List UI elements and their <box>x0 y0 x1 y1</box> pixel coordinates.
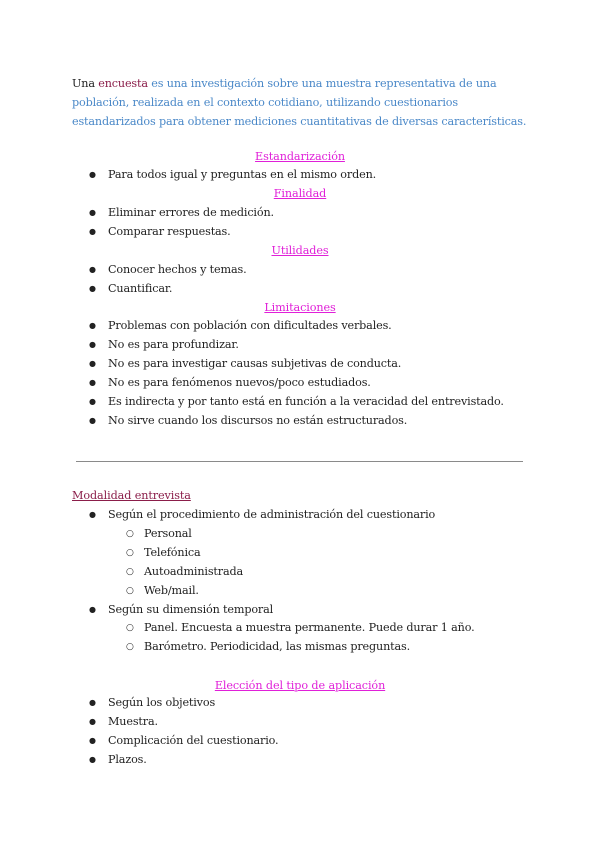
list-modalidad <box>108 506 475 657</box>
list-item: ● Complicación del cuestionario. <box>108 732 278 751</box>
heading-eleccion-tipo-aplicacion: Elección del tipo de aplicación <box>214 679 386 692</box>
list-item-label: Según el procedimiento de administración del cuestionario <box>108 508 436 521</box>
sublist-item: ○ Web/mail. <box>144 582 475 601</box>
intro-part-1: Una <box>72 77 99 90</box>
sublist-temporal <box>144 619 475 657</box>
list-item: ● Eliminar errores de medición. <box>108 204 274 223</box>
heading-finalidad: Finalidad <box>273 187 327 200</box>
list-item: ● No es para fenómenos nuevos/poco estudiados. <box>108 374 504 393</box>
list-item: ● Conocer hechos y temas. <box>108 261 246 280</box>
heading-modalidad-entrevista: Modalidad entrevista <box>72 489 191 502</box>
intro-keyword: encuesta <box>98 77 148 90</box>
sublist-item: ○ Barómetro. Periodicidad, las mismas preguntas. <box>144 638 475 657</box>
list-item: ● Para todos igual y preguntas en el mismo orden. <box>108 166 376 185</box>
sublist-item: ○ Panel. Encuesta a muestra permanente. Puede durar 1 año. <box>144 619 475 638</box>
list-item <box>108 506 439 601</box>
intro-definition: es una investigación sobre una muestra representativa de una población, realizada en el contexto cotidiano, utilizando cuestionarios estandarizados para obtener mediciones cuantitativas de diversas características. <box>72 77 527 128</box>
intro-paragraph <box>72 74 532 131</box>
list-item: ● Plazos. <box>108 751 278 770</box>
list-item: ● Muestra. <box>108 713 278 732</box>
sublist-item: ○ Personal <box>144 525 475 544</box>
heading-estandarizacion: Estandarización <box>255 150 345 163</box>
horizontal-divider <box>76 461 523 462</box>
list-item <box>108 601 475 658</box>
list-item: ● No es para investigar causas subjetivas de conducta. <box>108 355 504 374</box>
heading-limitaciones: Limitaciones <box>264 301 336 314</box>
list-finalidad <box>108 204 274 242</box>
list-item: ● No es para profundizar. <box>108 336 504 355</box>
heading-utilidades: Utilidades <box>271 244 329 257</box>
list-item: ● Es indirecta y por tanto está en función a la veracidad del entrevistado. <box>108 393 504 412</box>
list-item: ● Cuantificar. <box>108 280 246 299</box>
sublist-procedimiento <box>144 525 475 601</box>
list-estandarizacion <box>108 166 376 185</box>
list-item: ● Comparar respuestas. <box>108 223 274 242</box>
list-item: ● Problemas con población con dificultades verbales. <box>108 317 504 336</box>
sublist-item: ○ Autoadministrada <box>144 563 475 582</box>
list-limitaciones <box>108 317 504 430</box>
sublist-item: ○ Telefónica <box>144 544 475 563</box>
list-utilidades <box>108 261 246 299</box>
list-eleccion <box>108 694 278 770</box>
list-item: ● No sirve cuando los discursos no están estructurados. <box>108 412 504 431</box>
list-item-label: Según su dimensión temporal <box>108 602 274 616</box>
list-item: ● Según los objetivos <box>108 694 278 713</box>
